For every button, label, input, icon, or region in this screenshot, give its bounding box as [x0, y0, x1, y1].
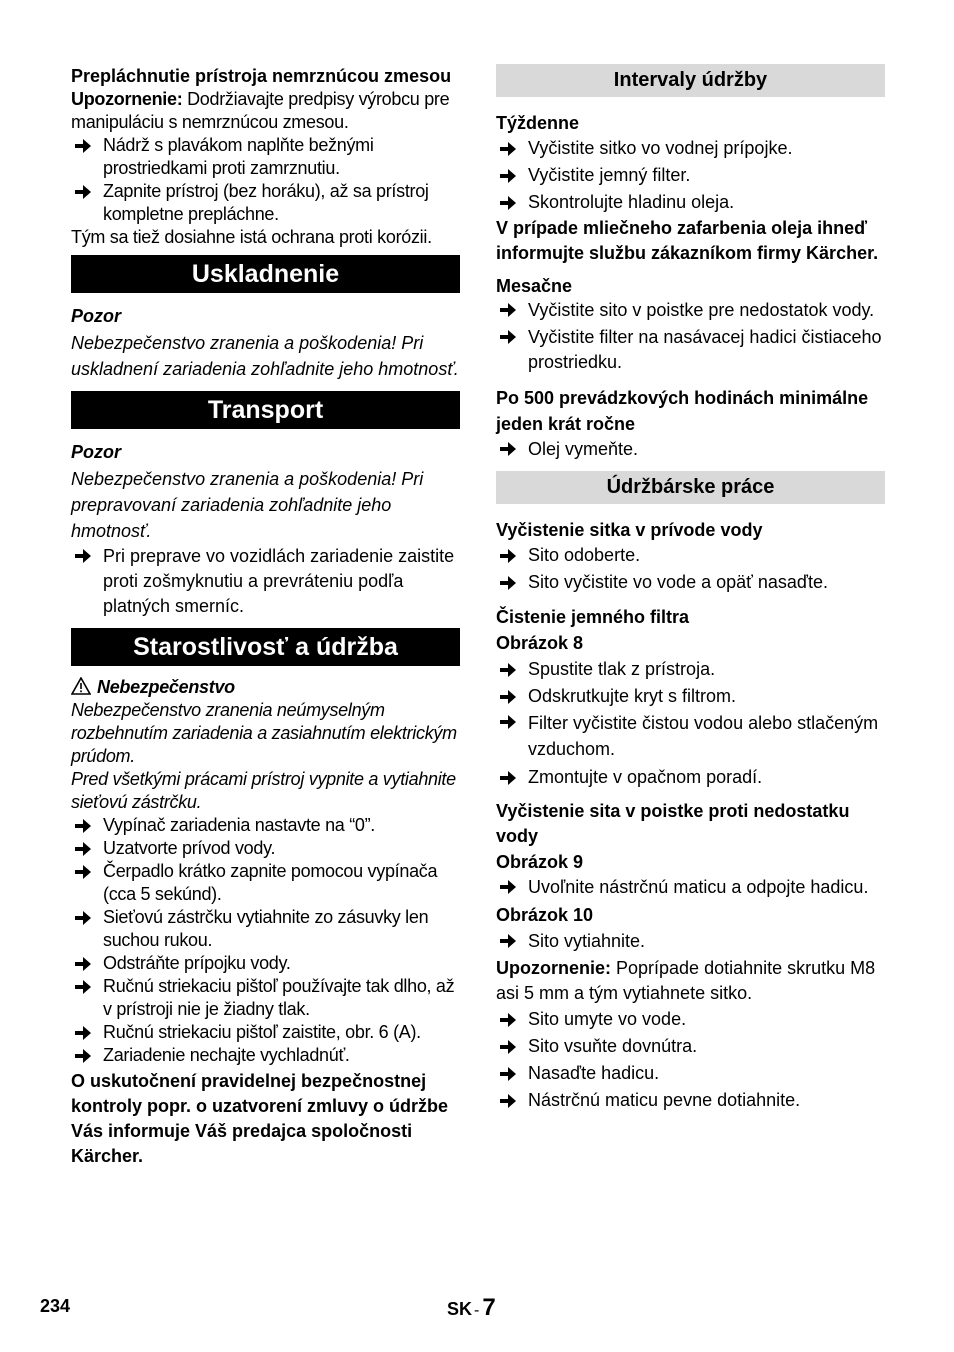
arrow-right-icon	[500, 548, 516, 564]
list-item: Ručnú striekaciu pištoľ používajte tak dlho, až v prístroji nie je žiadny tlak.	[71, 975, 460, 1021]
warning-triangle-icon	[71, 677, 91, 695]
section-page-number: 7	[482, 1294, 496, 1321]
danger-heading: Nebezpečenstvo	[71, 676, 460, 699]
list-item: Skontrolujte hladinu oleja.	[496, 189, 885, 216]
arrow-right-icon	[75, 1048, 91, 1064]
flush-heading: Prepláchnutie prístroja nemrznúcou zmesou	[71, 66, 452, 86]
arrow-right-icon	[75, 956, 91, 972]
figure-ref: Obrázok 9	[496, 852, 584, 872]
arrow-right-icon	[500, 195, 516, 211]
list-item: Odstráňte prípojku vody.	[71, 952, 460, 975]
list-item: Olej vymeňte.	[496, 437, 885, 462]
left-column	[71, 64, 460, 1169]
figure-ref: Obrázok 8	[496, 633, 584, 653]
fine-filter-label: Čistenie jemného filtra	[496, 607, 690, 627]
flush-closing: Tým sa tiež dosiahne istá ochrana proti korózii.	[71, 227, 432, 247]
list-item: Ručnú striekaciu pištoľ zaistite, obr. 6 (A).	[71, 1021, 460, 1044]
list-item: Sito vsuňte dovnútra.	[496, 1033, 885, 1060]
arrow-right-icon	[500, 714, 516, 730]
arrow-right-icon	[75, 979, 91, 995]
list-item: Vypínač zariadenia nastavte na “0”.	[71, 814, 460, 837]
arrow-right-icon	[75, 818, 91, 834]
note-text: Dodržiavajte predpisy výrobcu pre manipuláciu s nemrznúcou zmesou.	[71, 89, 450, 132]
sieve-note: Upozornenie: Poprípade dotiahnite skrutku M8 asi 5 mm a tým vytiahnete sitko.	[496, 958, 876, 1003]
arrow-right-icon	[500, 1012, 516, 1028]
list-item: Uzatvorte prívod vody.	[71, 837, 460, 860]
section-heading-care: Starostlivosť a údržba	[71, 628, 460, 666]
list-item: Vyčistite sito v poistke pre nedostatok vody.	[496, 298, 885, 323]
sieve-label: Vyčistenie sita v poistke proti nedostatku vody	[496, 801, 850, 846]
section-heading-storage: Uskladnenie	[71, 255, 460, 293]
list-item: Čerpadlo krátko zapnite pomocou vypínača (cca 5 sekúnd).	[71, 860, 460, 906]
arrow-right-icon	[75, 910, 91, 926]
arrow-right-icon	[75, 184, 91, 200]
list-item: Zmontujte v opačnom poradí.	[496, 764, 885, 791]
monthly-label: Mesačne	[496, 276, 573, 296]
list-item: Zariadenie nechajte vychladnúť.	[71, 1044, 460, 1067]
inlet-label: Vyčistenie sitka v prívode vody	[496, 520, 763, 540]
list-item: Sieťovú zástrčku vytiahnite zo zásuvky len suchou rukou.	[71, 906, 460, 952]
arrow-right-icon	[500, 662, 516, 678]
danger-text: Nebezpečenstvo zranenia neúmyselným rozbehnutím zariadenia a zasiahnutím elektrickým prúdom.	[71, 700, 457, 766]
section-heading-maintenance-work: Údržbárske práce	[496, 471, 885, 504]
arrow-right-icon	[75, 1025, 91, 1041]
arrow-right-icon	[500, 1093, 516, 1109]
arrow-right-icon	[500, 302, 516, 318]
list-item: Uvoľnite nástrčnú maticu a odpojte hadicu.	[496, 875, 885, 900]
arrow-right-icon	[500, 689, 516, 705]
service-note: O uskutočnení pravidelnej bezpečnostnej kontroly popr. o uzatvorení zmluvy o údržbe Vás informuje Váš predajca spoločnosti Kärcher.	[71, 1071, 449, 1166]
section-heading-intervals: Intervaly údržby	[496, 64, 885, 97]
page-number: 234	[40, 1296, 71, 1316]
list-item: Sito vytiahnite.	[496, 929, 885, 954]
flush-note	[71, 88, 460, 134]
danger-text: Pred všetkými prácami prístroj vypnite a vytiahnite sieťovú zástrčku.	[71, 769, 456, 812]
caution-label: Pozor	[71, 306, 122, 326]
list-item: Spustite tlak z prístroja.	[496, 656, 885, 683]
list-item: Vyčistite jemný filter.	[496, 162, 885, 189]
separator: -	[474, 1302, 480, 1319]
arrow-right-icon	[75, 138, 91, 154]
weekly-label: Týždenne	[496, 113, 580, 133]
lang-code: SK	[447, 1299, 473, 1319]
arrow-right-icon	[75, 548, 91, 564]
list-item: Odskrutkujte kryt s filtrom.	[496, 683, 885, 710]
list-item: Vyčistite sitko vo vodnej prípojke.	[496, 135, 885, 162]
list-item: Pri preprave vo vozidlách zariadenie zaistite proti zošmyknutiu a prevráteniu podľa platných smerníc.	[71, 544, 460, 619]
arrow-right-icon	[500, 879, 516, 895]
arrow-right-icon	[500, 1066, 516, 1082]
list-item: Sito vyčistite vo vode a opäť nasaďte.	[496, 569, 885, 596]
list-item: Vyčistite filter na nasávacej hadici čistiaceho prostriedku.	[496, 325, 885, 375]
arrow-right-icon	[500, 329, 516, 345]
arrow-right-icon	[75, 841, 91, 857]
caution-label: Pozor	[71, 442, 122, 462]
arrow-right-icon	[500, 575, 516, 591]
arrow-right-icon	[75, 864, 91, 880]
section-page-label	[447, 1294, 496, 1322]
caution-text: Nebezpečenstvo zranenia a poškodenia! Pri uskladnení zariadenia zohľadnite jeho hmotnosť.	[71, 333, 459, 379]
list-item: Nádrž s plavákom naplňte bežnými prostriedkami proti zamrznutiu.	[71, 134, 460, 180]
arrow-right-icon	[500, 933, 516, 949]
list-item: Filter vyčistite čistou vodou alebo stlačeným vzduchom.	[496, 710, 885, 762]
caution-text: Nebezpečenstvo zranenia a poškodenia! Pri prepravovaní zariadenia zohľadnite jeho hmotnosť.	[71, 469, 424, 541]
hours-label: Po 500 prevádzkových hodinách minimálne jeden krát ročne	[496, 388, 869, 434]
list-item: Sito umyte vo vode.	[496, 1006, 885, 1033]
right-column	[496, 64, 885, 1114]
arrow-right-icon	[500, 141, 516, 157]
arrow-right-icon	[500, 168, 516, 184]
section-heading-transport: Transport	[71, 391, 460, 429]
note-label: Upozornenie:	[71, 89, 183, 109]
list-item: Nástrčnú maticu pevne dotiahnite.	[496, 1087, 885, 1114]
arrow-right-icon	[500, 770, 516, 786]
list-item: Nasaďte hadicu.	[496, 1060, 885, 1087]
list-item: Zapnite prístroj (bez horáku), až sa prístroj kompletne prepláchne.	[71, 180, 460, 226]
milky-oil-note: V prípade mliečneho zafarbenia oleja ihneď informujte službu zákazníkom firmy Kärcher.	[496, 218, 879, 263]
arrow-right-icon	[500, 1039, 516, 1055]
arrow-right-icon	[500, 441, 516, 457]
figure-ref: Obrázok 10	[496, 905, 594, 925]
list-item: Sito odoberte.	[496, 542, 885, 569]
